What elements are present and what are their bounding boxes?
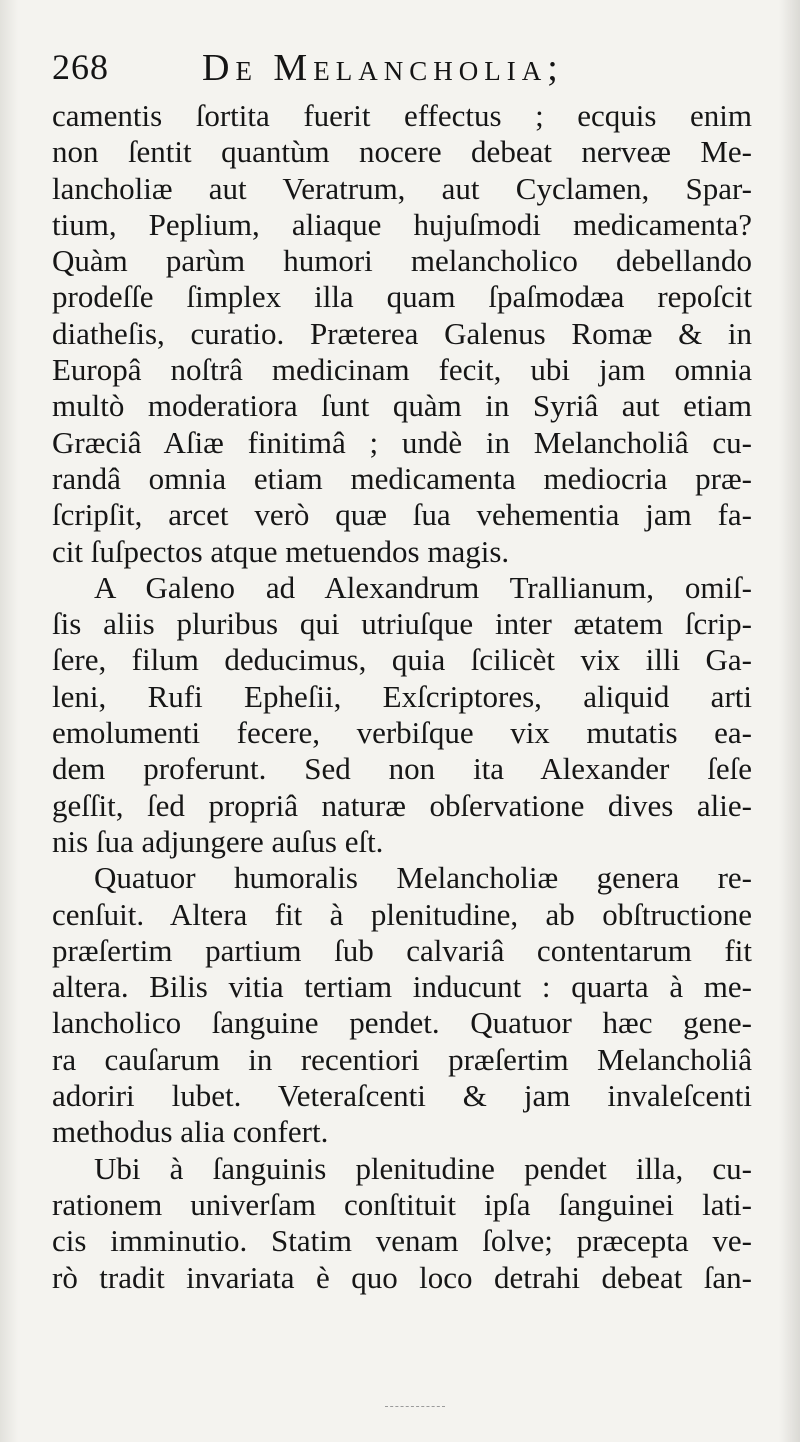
body-text xyxy=(52,98,752,1296)
text-line: geſſit, ſed propriâ naturæ obſervatione dives alie- xyxy=(52,787,752,823)
text-line: A Galeno ad Alexandrum Trallianum, omiſ- xyxy=(94,569,752,605)
text-line: emolumenti fecere, verbiſque vix mutatis ea- xyxy=(52,715,752,751)
text-line: randâ omnia etiam medicamenta mediocria præ- xyxy=(52,460,752,496)
text-line: prodeſſe ſimplex illa quam ſpaſmodæa repoſcit xyxy=(52,279,752,315)
text-line: Græciâ Aſiæ finitimâ ; undè in Melancholiâ cu- xyxy=(52,424,752,460)
text-line: lancholico ſanguine pendet. Quatuor hæc gene- xyxy=(52,1005,752,1041)
text-line: rò tradit invariata è quo loco detrahi debeat ſan- xyxy=(52,1259,752,1295)
text-line: leni, Rufi Epheſii, Exſcriptores, aliquid arti xyxy=(52,678,752,714)
text-line: ſere, filum deducimus, quia ſcilicèt vix illi Ga- xyxy=(52,642,752,678)
text-line: multò moderatiora ſunt quàm in Syriâ aut etiam xyxy=(52,388,752,424)
text-line: Quàm parùm humori melancholico debellando xyxy=(52,243,752,279)
text-line: præſertim partium ſub calvariâ contentarum fit xyxy=(52,932,752,968)
text-line: dem proferunt. Sed non ita Alexander ſeſe xyxy=(52,751,752,787)
text-line: nis ſua adjungere auſus eſt. xyxy=(52,823,384,859)
text-line: ſis aliis pluribus qui utriuſque inter ætatem ſcrip- xyxy=(52,606,752,642)
text-line: adoriri lubet. Veteraſcenti & jam invaleſcenti xyxy=(52,1078,752,1114)
text-line: tium, Peplium, aliaque hujuſmodi medicamenta? xyxy=(52,206,752,242)
page-header xyxy=(52,44,752,94)
text-line: lancholiæ aut Veratrum, aut Cyclamen, Spar- xyxy=(52,170,752,206)
text-line: cenſuit. Altera fit à plenitudine, ab obſtructione xyxy=(52,896,752,932)
text-line: Europâ noſtrâ medicinam fecit, ubi jam omnia xyxy=(52,352,752,388)
text-line: ſcripſit, arcet verò quæ ſua vehementia jam fa- xyxy=(52,497,752,533)
page-number: 268 xyxy=(52,47,109,87)
text-line: Ubi à ſanguinis plenitudine pendet illa, cu- xyxy=(94,1150,752,1186)
text-line: rationem univerſam conſtituit ipſa ſanguinei lati- xyxy=(52,1186,752,1222)
bottom-rule xyxy=(385,1406,445,1407)
text-line: methodus alia confert. xyxy=(52,1114,329,1150)
running-head: De Melancholia; xyxy=(202,47,564,89)
text-line: altera. Bilis vitia tertiam inducunt : quarta à me- xyxy=(52,969,752,1005)
page-edge-shadow xyxy=(778,0,800,1442)
text-line: Quatuor humoralis Melancholiæ genera re- xyxy=(94,860,752,896)
text-line: non ſentit quantùm nocere debeat nerveæ Me- xyxy=(52,134,752,170)
text-line: cit ſuſpectos atque metuendos magis. xyxy=(52,533,510,569)
text-line: ra cauſarum in recentiori præſertim Melancholiâ xyxy=(52,1041,752,1077)
text-line: diatheſis, curatio. Præterea Galenus Romæ & in xyxy=(52,315,752,351)
text-line: camentis ſortita fuerit effectus ; ecquis enim xyxy=(52,98,752,133)
text-line: cis imminutio. Statim venam ſolve; præcepta ve- xyxy=(52,1223,752,1259)
